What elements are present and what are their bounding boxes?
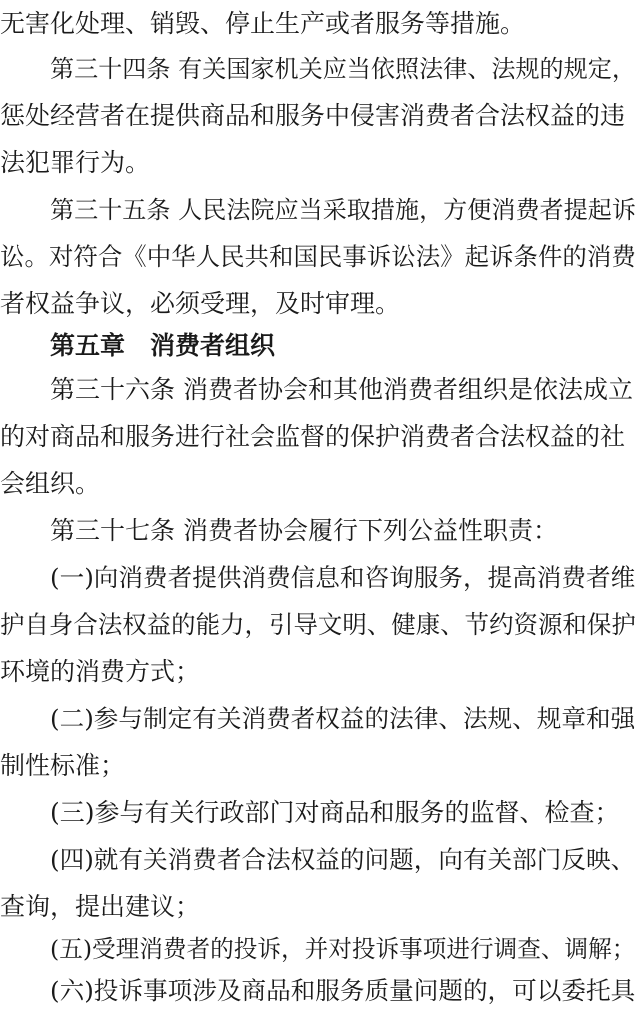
chapter-heading: 第五章 消费者组织 (50, 331, 276, 360)
article-34-heading-line: 第三十四条 有关国家机关应当依照法律、法规的规定， (50, 55, 636, 83)
text-line: 惩处经营者在提供商品和服务中侵害消费者合法权益的违 (0, 101, 626, 130)
text-line: 环境的消费方式； (0, 657, 201, 686)
article-35-heading-line: 第三十五条 人民法院应当采取措施，方便消费者提起诉 (50, 196, 636, 224)
text-line: 查询，提出建议； (0, 892, 201, 921)
list-item-4-line: (四)就有关消费者合法权益的问题，向有关部门反映、 (50, 845, 636, 874)
text-line: 护自身合法权益的能力，引导文明、健康、节约资源和保护 (0, 610, 636, 639)
article-36-heading-line: 第三十六条 消费者协会和其他消费者组织是依法成立 (50, 375, 633, 404)
text-line: 者权益争议，必须受理，及时审理。 (0, 289, 401, 318)
text-line: 会组织。 (0, 469, 101, 498)
text-line: 讼。对符合《中华人民共和国民事诉讼法》起诉条件的消费 (0, 242, 636, 271)
list-item-6-line: (六)投诉事项涉及商品和服务质量问题的，可以委托具 (50, 976, 636, 1005)
text-line: 的对商品和服务进行社会监督的保护消费者合法权益的社 (0, 422, 626, 451)
list-item-3-line: (三)参与有关行政部门对商品和服务的监督、检查； (50, 798, 620, 827)
list-item-1-line: (一)向消费者提供消费信息和咨询服务，提高消费者维 (50, 563, 636, 592)
article-37-heading-line: 第三十七条 消费者协会履行下列公益性职责： (50, 516, 558, 545)
text-line: 法犯罪行为。 (0, 148, 151, 177)
text-line: 无害化处理、销毁、停止生产或者服务等措施。 (0, 9, 526, 38)
list-item-5-line: (五)受理消费者的投诉，并对投诉事项进行调查、调解； (50, 935, 636, 963)
text-line: 制性标准； (0, 751, 126, 780)
list-item-2-line: (二)参与制定有关消费者权益的法律、法规、规章和强 (50, 704, 636, 733)
